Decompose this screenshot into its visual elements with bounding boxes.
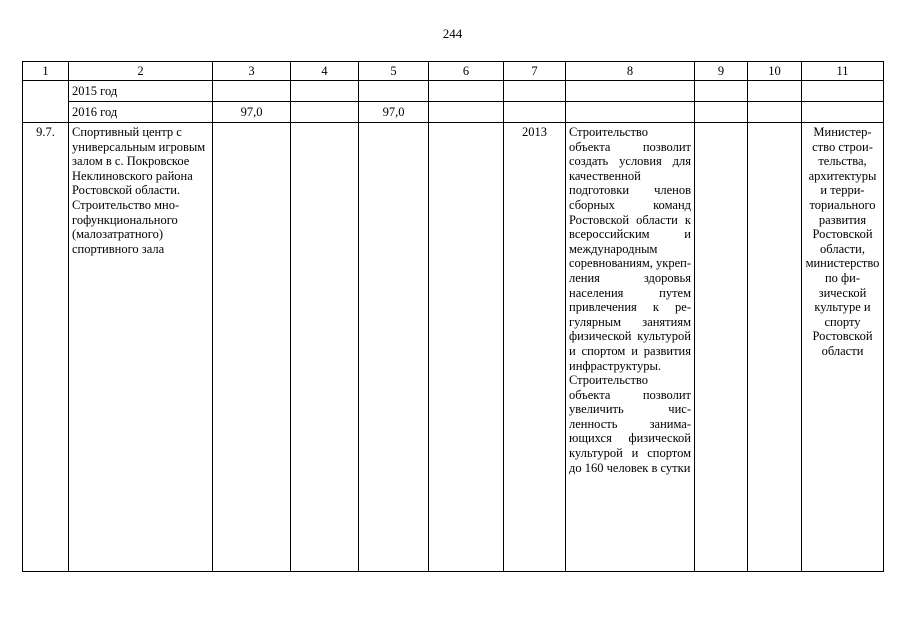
description-cell: Строительство объекта позволит создать условия для качественной подготовки членов сборных команд Ростовской области к всероссийским и международным соревнованиям, укрепления здоровья населения путем привлечения к регулярным занятиям физической культурой и спортом и развития инфраструктуры. Строительство объекта позволит увеличить численность занимающихся физической культурой и спортом до 160 человек в сутки xyxy=(566,123,695,572)
value-cell-8 xyxy=(566,81,695,102)
value-cell-5: 97,0 xyxy=(359,102,429,123)
value-cell-3 xyxy=(213,81,291,102)
header-cell-11: 11 xyxy=(802,62,884,81)
value-cell-6 xyxy=(429,81,504,102)
value-cell-9 xyxy=(695,102,748,123)
header-cell-1: 1 xyxy=(23,62,69,81)
table-row-2015 xyxy=(23,81,884,102)
value-cell-5 xyxy=(359,81,429,102)
header-cell-3: 3 xyxy=(213,62,291,81)
value-cell-11 xyxy=(802,81,884,102)
program-table xyxy=(22,61,884,572)
header-cell-7: 7 xyxy=(504,62,566,81)
year-label: 2016 год xyxy=(69,102,213,123)
value-cell-4 xyxy=(291,81,359,102)
header-cell-9: 9 xyxy=(695,62,748,81)
table-row-9-7 xyxy=(23,123,884,572)
header-row xyxy=(23,62,884,81)
year-cell: 2013 xyxy=(504,123,566,572)
header-cell-10: 10 xyxy=(748,62,802,81)
header-cell-4: 4 xyxy=(291,62,359,81)
header-cell-2: 2 xyxy=(69,62,213,81)
header-cell-8: 8 xyxy=(566,62,695,81)
value-cell-11 xyxy=(802,102,884,123)
value-cell-10 xyxy=(748,102,802,123)
value-cell-10 xyxy=(748,123,802,572)
value-cell-4 xyxy=(291,102,359,123)
year-label: 2015 год xyxy=(69,81,213,102)
value-cell-10 xyxy=(748,81,802,102)
value-cell-5 xyxy=(359,123,429,572)
value-cell-9 xyxy=(695,123,748,572)
item-number: 9.7. xyxy=(23,123,69,572)
value-cell-7 xyxy=(504,81,566,102)
responsible-cell: Министерство строительства, архитектуры и территориального развития Ростовской области, министерство по физической культуре и спорту Ростовской области xyxy=(802,123,884,572)
value-cell-7 xyxy=(504,102,566,123)
value-cell-8 xyxy=(566,102,695,123)
empty-number-cell xyxy=(23,81,69,123)
value-cell-9 xyxy=(695,81,748,102)
header-cell-5: 5 xyxy=(359,62,429,81)
table-row-2016 xyxy=(23,102,884,123)
value-cell-4 xyxy=(291,123,359,572)
header-cell-6: 6 xyxy=(429,62,504,81)
value-cell-6 xyxy=(429,102,504,123)
value-cell-3 xyxy=(213,123,291,572)
value-cell-3: 97,0 xyxy=(213,102,291,123)
page-number: 244 xyxy=(442,26,463,41)
value-cell-6 xyxy=(429,123,504,572)
object-name: Спортивный центр с универсальным игровым залом в с. Покровское Неклиновского района Ростовской области. Строительство многофункционального (малозатратного) спортивного зала xyxy=(69,123,213,572)
